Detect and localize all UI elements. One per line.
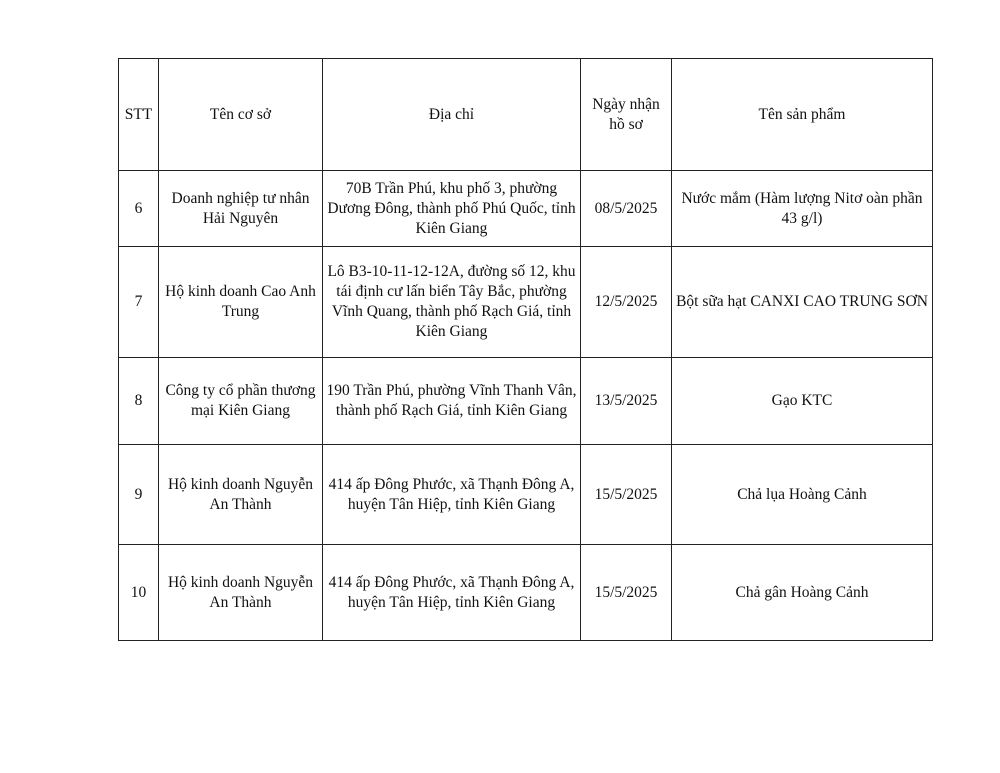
cell-date: 08/5/2025 — [581, 171, 672, 247]
table-row — [119, 445, 933, 545]
cell-stt: 8 — [119, 358, 159, 445]
cell-product: Bột sữa hạt CANXI CAO TRUNG SƠN — [672, 247, 933, 358]
cell-address: 70B Trần Phú, khu phố 3, phường Dương Đông, thành phố Phú Quốc, tỉnh Kiên Giang — [323, 171, 581, 247]
cell-name: Doanh nghiệp tư nhân Hải Nguyên — [159, 171, 323, 247]
table-row — [119, 545, 933, 641]
table-row — [119, 171, 933, 247]
header-address: Địa chỉ — [323, 59, 581, 171]
cell-date: 12/5/2025 — [581, 247, 672, 358]
cell-stt: 9 — [119, 445, 159, 545]
cell-address: 190 Trần Phú, phường Vĩnh Thanh Vân, thành phố Rạch Giá, tỉnh Kiên Giang — [323, 358, 581, 445]
cell-stt: 10 — [119, 545, 159, 641]
header-date: Ngày nhận hồ sơ — [581, 59, 672, 171]
cell-product: Nước mắm (Hàm lượng Nitơ oàn phần 43 g/l) — [672, 171, 933, 247]
cell-product: Chả lụa Hoàng Cảnh — [672, 445, 933, 545]
table-row — [119, 358, 933, 445]
cell-stt: 7 — [119, 247, 159, 358]
table-row — [119, 247, 933, 358]
cell-name: Hộ kinh doanh Nguyễn An Thành — [159, 545, 323, 641]
cell-product: Chả gân Hoàng Cảnh — [672, 545, 933, 641]
table-header-row — [119, 59, 933, 171]
cell-date: 15/5/2025 — [581, 545, 672, 641]
cell-name: Hộ kinh doanh Nguyễn An Thành — [159, 445, 323, 545]
cell-name: Công ty cổ phần thương mại Kiên Giang — [159, 358, 323, 445]
cell-product: Gạo KTC — [672, 358, 933, 445]
cell-date: 13/5/2025 — [581, 358, 672, 445]
cell-address: 414 ấp Đông Phước, xã Thạnh Đông A, huyện Tân Hiệp, tỉnh Kiên Giang — [323, 445, 581, 545]
cell-address: 414 ấp Đông Phước, xã Thạnh Đông A, huyện Tân Hiệp, tỉnh Kiên Giang — [323, 545, 581, 641]
cell-stt: 6 — [119, 171, 159, 247]
cell-address: Lô B3-10-11-12-12A, đường số 12, khu tái định cư lấn biển Tây Bắc, phường Vĩnh Quang, thành phố Rạch Giá, tỉnh Kiên Giang — [323, 247, 581, 358]
cell-name: Hộ kinh doanh Cao Anh Trung — [159, 247, 323, 358]
cell-date: 15/5/2025 — [581, 445, 672, 545]
records-table — [118, 58, 933, 641]
header-name: Tên cơ sở — [159, 59, 323, 171]
header-product: Tên sản phẩm — [672, 59, 933, 171]
header-stt: STT — [119, 59, 159, 171]
